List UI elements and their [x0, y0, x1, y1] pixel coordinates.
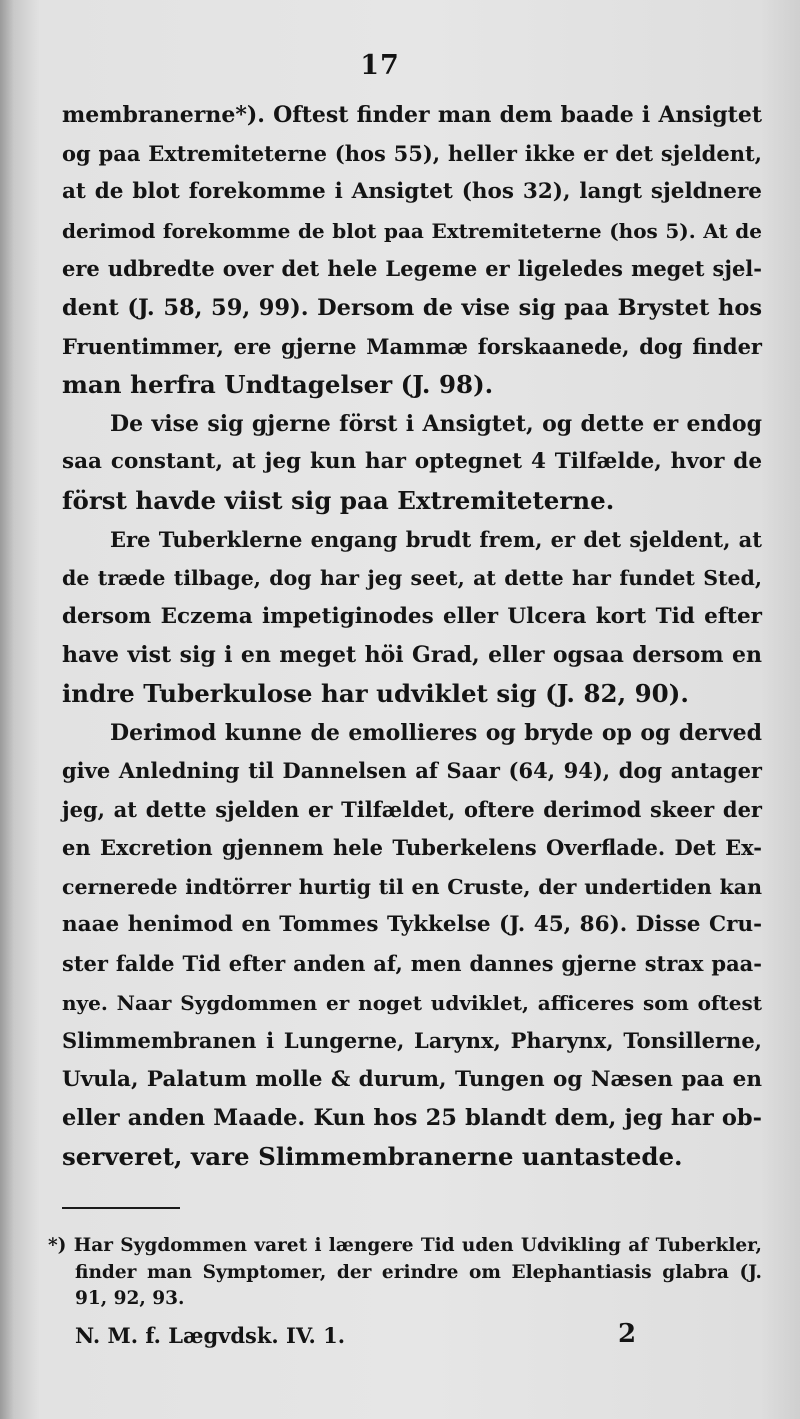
footnote-line: 91, 92, 93.: [75, 1288, 185, 1309]
text-line: indre Tuberkulose har udviklet sig (J. 82, 90).: [62, 678, 689, 708]
footnote-line: *) Har Sygdommen varet i længere Tid uden Udvikling af Tuberkler,: [48, 1235, 762, 1256]
text-line: Uvula, Palatum molle & durum, Tungen og Næsen paa en: [62, 1066, 762, 1092]
text-line: cernerede indtörrer hurtig til en Cruste, der undertiden kan: [62, 874, 762, 899]
text-line: de træde tilbage, dog har jeg seet, at dette har fundet Sted,: [62, 566, 762, 591]
text-line: serveret, vare Slimmembranerne uantastede.: [62, 1142, 683, 1172]
text-line: at de blot forekomme i Ansigtet (hos 32), langt sjeldnere: [62, 179, 762, 205]
text-line: Derimod kunne de emollieres og bryde op og derved: [110, 719, 762, 746]
text-line: give Anledning til Dannelsen af Saar (64, 94), dog antager: [62, 758, 762, 784]
text-line: Fruentimmer, ere gjerne Mammæ forskaanede, dog finder: [62, 333, 762, 359]
page-number: 17: [360, 50, 400, 81]
text-line: naae henimod en Tommes Tykkelse (J. 45, 86). Disse Cru-: [62, 912, 762, 938]
text-line: först havde viist sig paa Extremiteterne.: [62, 485, 615, 515]
text-line: og paa Extremiteterne (hos 55), heller ikke er det sjeldent,: [62, 140, 762, 166]
text-line: have vist sig i en meget höi Grad, eller ogsaa dersom en: [62, 642, 762, 669]
text-line: nye. Naar Sygdommen er noget udviklet, afficeres som oftest: [62, 990, 762, 1015]
text-line: jeg, at dette sjelden er Tilfældet, oftere derimod skeer der: [62, 796, 762, 822]
text-line: dent (J. 58, 59, 99). Dersom de vise sig paa Brystet hos: [62, 294, 762, 321]
footnote-divider: [62, 1207, 180, 1209]
text-line: derimod forekomme de blot paa Extremiteterne (hos 5). At de: [62, 218, 762, 243]
text-line: dersom Eczema impetiginodes eller Ulcera kort Tid efter: [62, 603, 762, 629]
text-line: ere udbredte over det hele Legeme er ligeledes meget sjel-: [62, 256, 762, 282]
printer-signature: [75, 1319, 775, 1353]
text-line: De vise sig gjerne först i Ansigtet, og dette er endog: [110, 410, 762, 437]
text-line: saa constant, at jeg kun har optegnet 4 Tilfælde, hvor de: [62, 449, 762, 475]
text-line: ster falde Tid efter anden af, men dannes gjerne strax paa-: [62, 951, 762, 977]
footnote-line: finder man Symptomer, der erindre om Elephantiasis glabra (J.: [75, 1261, 762, 1283]
text-line: en Excretion gjennem hele Tuberkelens Overflade. Det Ex-: [62, 835, 762, 861]
signature-text: N. M. f. Lægvdsk. IV. 1.: [75, 1323, 346, 1348]
body-text: [62, 96, 762, 1177]
text-line: Ere Tuberklerne engang brudt frem, er det sjeldent, at: [110, 526, 762, 552]
text-line: man herfra Undtagelser (J. 98).: [62, 370, 494, 400]
text-line: membranerne*). Oftest finder man dem baade i Ansigtet: [62, 102, 762, 128]
text-line: Slimmembranen i Lungerne, Larynx, Pharynx, Tonsillerne,: [62, 1028, 762, 1054]
signature-mark: 2: [618, 1319, 637, 1349]
text-line: eller anden Maade. Kun hos 25 blandt dem, jeg har ob-: [62, 1105, 762, 1132]
footnote: [48, 1233, 762, 1313]
